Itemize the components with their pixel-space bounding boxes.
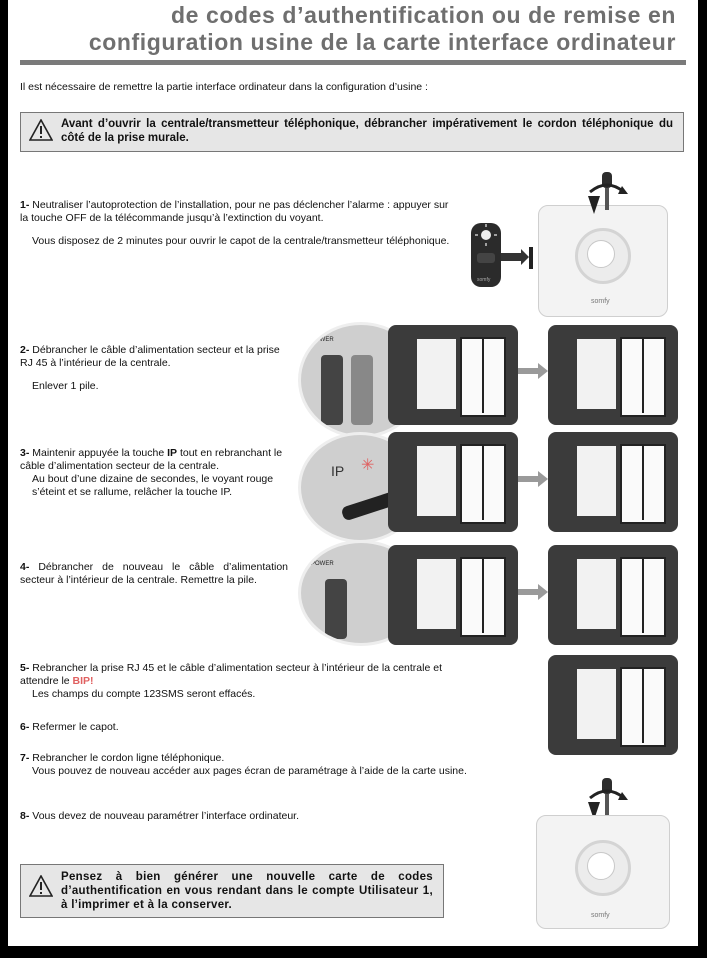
- central-brand-bottom: somfy: [591, 912, 610, 919]
- step-1-number: 1-: [20, 199, 30, 211]
- step-2: [20, 344, 295, 393]
- arrow-right-icon: [518, 471, 548, 487]
- step-4: [20, 561, 288, 587]
- step-3-text2: Au bout d’une dizaine de secondes, le voyant rouge s’éteint et se rallume, relâcher la touche IP.: [32, 473, 274, 498]
- step-6-text: Refermer le capot.: [32, 721, 119, 733]
- step-2-text2: Enlever 1 pile.: [32, 380, 99, 392]
- circuit-board-step4b: [548, 545, 678, 645]
- step-7-text: Rebrancher le cordon ligne téléphonique.: [32, 752, 225, 764]
- step-8-number: 8-: [20, 810, 30, 822]
- power-label-2: POWER: [311, 561, 334, 567]
- warning-triangle-icon: [29, 119, 53, 141]
- warning-box-bottom: [20, 864, 444, 918]
- step-3-key: IP: [167, 447, 178, 459]
- central-panel-bottom: [536, 815, 670, 929]
- page-title-line1: de codes d’authentification ou de remise en: [170, 2, 676, 28]
- step-3: [20, 447, 300, 499]
- step-3-number: 3-: [20, 447, 30, 459]
- power-label: POWER: [311, 337, 334, 343]
- step-6: [20, 721, 420, 734]
- step-1-text: Neutraliser l’autoprotection de l’installation, pour ne pas déclencher l’alarme : appuyer sur la touche OFF de la télécommande jusqu’à l’extinction du voyant.: [20, 199, 449, 224]
- central-brand: somfy: [591, 298, 610, 305]
- circuit-board-step2a: [388, 325, 518, 425]
- title-rule: [20, 60, 686, 65]
- page-title-line2: configuration usine de la carte interface ordinateur: [88, 29, 676, 55]
- document-page: [8, 0, 698, 946]
- step-7: [20, 752, 470, 778]
- central-button-bottom: [587, 852, 615, 880]
- step-5-number: 5-: [20, 662, 30, 674]
- remote-brand: somfy: [477, 277, 491, 283]
- step-4-number: 4-: [20, 561, 30, 573]
- step-7-text2: Vous pouvez de nouveau accéder aux pages écran de paramétrage à l’aide de la carte usine.: [32, 765, 467, 777]
- arrow-right-icon: [518, 363, 548, 379]
- step-8-text: Vous devez de nouveau paramétrer l’interface ordinateur.: [32, 810, 300, 822]
- central-panel-top: [538, 205, 668, 317]
- step-3-post: tout en rebranchant le câble d’alimentation secteur de la centrale.: [20, 447, 283, 472]
- step-1: [20, 199, 450, 248]
- step-2-number: 2-: [20, 344, 30, 356]
- step-3-pre: Maintenir appuyée la touche: [32, 447, 165, 459]
- step-7-number: 7-: [20, 752, 30, 764]
- circuit-board-step3a: [388, 432, 518, 532]
- warning-box-top: [20, 112, 684, 152]
- warning-top-text: Avant d’ouvrir la centrale/transmetteur téléphonique, débrancher impérativement le cordon téléphonique du côté de la prise murale.: [61, 118, 673, 144]
- warning-bottom-text: Pensez à bien générer une nouvelle carte de codes d’authentification en vous rendant dans le compte Utilisateur 1, à l’imprimer et à la conserver.: [61, 871, 433, 911]
- step-4-text: Débrancher de nouveau le câble d’alimentation secteur à l’intérieur de la centrale. Remettre la pile.: [20, 561, 289, 586]
- circuit-board-step4a: [388, 545, 518, 645]
- step-1-text2: Vous disposez de 2 minutes pour ouvrir le capot de la centrale/transmetteur téléphonique.: [32, 235, 450, 247]
- step-8: [20, 810, 470, 823]
- step-5: [20, 662, 470, 701]
- circuit-board-step5: [548, 655, 678, 755]
- step-5-bip: BIP!: [72, 675, 94, 687]
- step-5-text: Rebrancher la prise RJ 45 et le câble d’alimentation secteur à l’intérieur de la centrale et attendre le: [20, 662, 442, 687]
- remote-control-image: [463, 215, 543, 295]
- step-2-text: Débrancher le câble d’alimentation secteur et la prise RJ 45 à l’intérieur de la centrale.: [20, 344, 280, 369]
- circuit-board-step3b: [548, 432, 678, 532]
- screwdriver-icon: [578, 170, 638, 216]
- intro-text: Il est nécessaire de remettre la partie interface ordinateur dans la configuration d’usine :: [20, 81, 428, 93]
- ip-label: IP: [331, 463, 345, 479]
- warning-triangle-icon: [29, 875, 53, 897]
- central-button: [587, 240, 615, 268]
- step-5-text2: Les champs du compte 123SMS seront effacés.: [32, 688, 256, 700]
- ip-button-zoom: IP ✳: [298, 432, 422, 543]
- circuit-board-step2b: [548, 325, 678, 425]
- arrow-right-icon: [518, 584, 548, 600]
- step-6-number: 6-: [20, 721, 30, 733]
